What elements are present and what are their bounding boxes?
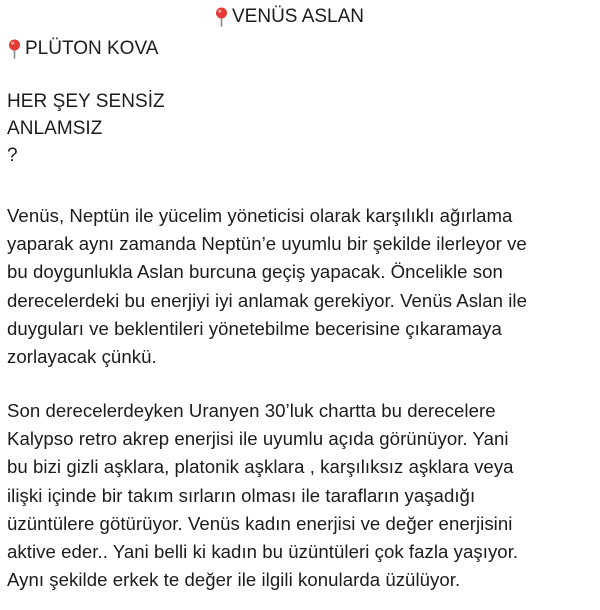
paragraph-line: Aynı şekilde erkek te değer ile ilgili konularda üzülüyor. — [7, 569, 461, 591]
round-pushpin-icon — [8, 39, 21, 59]
headline-line: ANLAMSIZ — [7, 118, 103, 139]
headline-line: HER ŞEY SENSİZ — [7, 91, 165, 112]
paragraph-line: duyguları ve beklentileri yönetebilme becerisine çıkaramaya — [7, 317, 502, 339]
paragraph-line: Venüs, Neptün ile yücelim yöneticisi olarak karşılıklı ağırlama — [7, 205, 513, 226]
paragraph-line: yaparak aynı zamanda Neptün’e uyumlu bir şekilde ilerleyor ve — [7, 233, 527, 255]
paragraph-line: Son derecelerdeyken Uranyen 30’luk chartta bu derecelere — [7, 400, 496, 421]
paragraph-line: bu doygunlukla Aslan burcuna geçiş yapacak. Öncelikle son — [7, 261, 503, 283]
paragraph-line: zorlayacak çünkü. — [7, 345, 157, 367]
paragraph-line: aktive eder.. Yani belli ki kadın bu üzüntüleri çok fazla yaşıyor. — [7, 540, 519, 562]
paragraph-line: üzüntülere götürüyor. Venüs kadın enerjisi ve değer enerjisini — [7, 512, 513, 534]
headline-line: ? — [7, 145, 18, 166]
paragraph-line: ilişki içinde bir takım sırların olması ile tarafların yaşadığı — [7, 484, 476, 506]
title-pluton-text: PLÜTON KOVA — [25, 38, 159, 59]
paragraph-line: Kalypso retro akrep enerjisi ile uyumlu açıda görünüyor. Yani — [7, 428, 509, 450]
paragraph-uranyen-kalypso — [7, 397, 518, 594]
round-pushpin-icon — [215, 7, 228, 27]
paragraph-line: derecelerdeki bu enerjiyi iyi anlamak gerekiyor. Venüs Aslan ile — [7, 289, 527, 311]
headline — [7, 88, 165, 169]
title-pluton-kova — [8, 38, 158, 60]
paragraph-line: bu bizi gizli aşklara, platonik aşklara , karşılıksız aşklara veya — [7, 456, 514, 478]
title-venus-aslan — [215, 6, 364, 28]
paragraph-venus-neptun — [7, 202, 527, 371]
title-venus-text: VENÜS ASLAN — [232, 6, 364, 27]
